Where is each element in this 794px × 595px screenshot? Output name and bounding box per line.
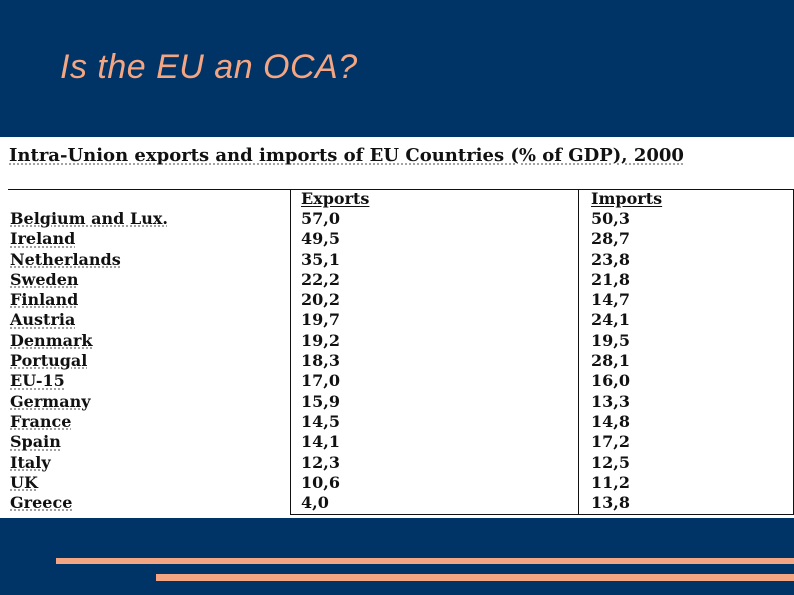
cell-exports: 12,3 xyxy=(301,452,340,472)
cell-imports: 24,1 xyxy=(591,310,630,330)
cell-imports: 23,8 xyxy=(591,249,630,269)
cell-exports: 18,3 xyxy=(301,351,340,371)
cell-imports: 11,2 xyxy=(591,472,630,492)
decorative-bar-bottom xyxy=(156,574,794,581)
table-row xyxy=(0,290,794,310)
cell-country: Austria xyxy=(10,310,76,330)
cell-country: Greece xyxy=(10,493,73,513)
decorative-bar-top xyxy=(56,558,794,564)
table-row xyxy=(0,351,794,371)
cell-country: Netherlands xyxy=(10,249,121,269)
table-bottom-rule xyxy=(290,514,794,515)
cell-imports: 21,8 xyxy=(591,269,630,289)
cell-imports: 16,0 xyxy=(591,371,630,391)
table-row xyxy=(0,371,794,391)
cell-imports: 14,7 xyxy=(591,290,630,310)
cell-imports: 13,3 xyxy=(591,391,630,411)
cell-country: Portugal xyxy=(10,351,88,371)
cell-exports: 20,2 xyxy=(301,290,340,310)
table-top-rule xyxy=(8,189,794,190)
cell-imports: 17,2 xyxy=(591,432,630,452)
table-row xyxy=(0,412,794,432)
cell-exports: 57,0 xyxy=(301,209,340,228)
cell-exports: 17,0 xyxy=(301,371,340,391)
cell-exports: 4,0 xyxy=(301,493,329,513)
cell-country: Denmark xyxy=(10,330,93,350)
cell-country: Finland xyxy=(10,290,79,310)
table-row xyxy=(0,493,794,513)
cell-exports: 10,6 xyxy=(301,472,340,492)
cell-country: Ireland xyxy=(10,229,76,249)
cell-imports: 14,8 xyxy=(591,411,630,431)
cell-country: Belgium and Lux. xyxy=(10,209,168,228)
cell-exports: 19,7 xyxy=(301,310,340,330)
data-table-panel xyxy=(0,137,794,518)
slide-title: Is the EU an OCA? xyxy=(60,48,358,86)
cell-imports: 50,3 xyxy=(591,209,630,228)
cell-exports: 49,5 xyxy=(301,229,340,249)
cell-country: Italy xyxy=(10,452,51,472)
cell-imports: 28,1 xyxy=(591,351,630,371)
table-heading: Intra-Union exports and imports of EU Countries (% of GDP), 2000 xyxy=(9,145,684,166)
cell-country: France xyxy=(10,411,72,431)
cell-imports: 12,5 xyxy=(591,452,630,472)
cell-exports: 35,1 xyxy=(301,249,340,269)
column-header-imports: Imports xyxy=(591,189,663,208)
cell-exports: 19,2 xyxy=(301,330,340,350)
table-row xyxy=(0,270,794,290)
table-row xyxy=(0,453,794,473)
table-row xyxy=(0,331,794,351)
cell-country: EU-15 xyxy=(10,371,65,391)
cell-exports: 14,5 xyxy=(301,411,340,431)
cell-country: Germany xyxy=(10,391,91,411)
table-row xyxy=(0,250,794,270)
table-row xyxy=(0,432,794,452)
table-row xyxy=(0,229,794,249)
table-row xyxy=(0,473,794,493)
cell-imports: 13,8 xyxy=(591,493,630,513)
cell-imports: 28,7 xyxy=(591,229,630,249)
table-row xyxy=(0,392,794,412)
cell-country: Sweden xyxy=(10,269,79,289)
cell-exports: 15,9 xyxy=(301,391,340,411)
table-row xyxy=(0,310,794,330)
table-row xyxy=(0,209,794,229)
table-body xyxy=(0,209,794,513)
column-header-exports: Exports xyxy=(301,189,370,208)
cell-exports: 14,1 xyxy=(301,432,340,452)
cell-country: UK xyxy=(10,472,38,492)
cell-country: Spain xyxy=(10,432,61,452)
cell-imports: 19,5 xyxy=(591,330,630,350)
cell-exports: 22,2 xyxy=(301,269,340,289)
